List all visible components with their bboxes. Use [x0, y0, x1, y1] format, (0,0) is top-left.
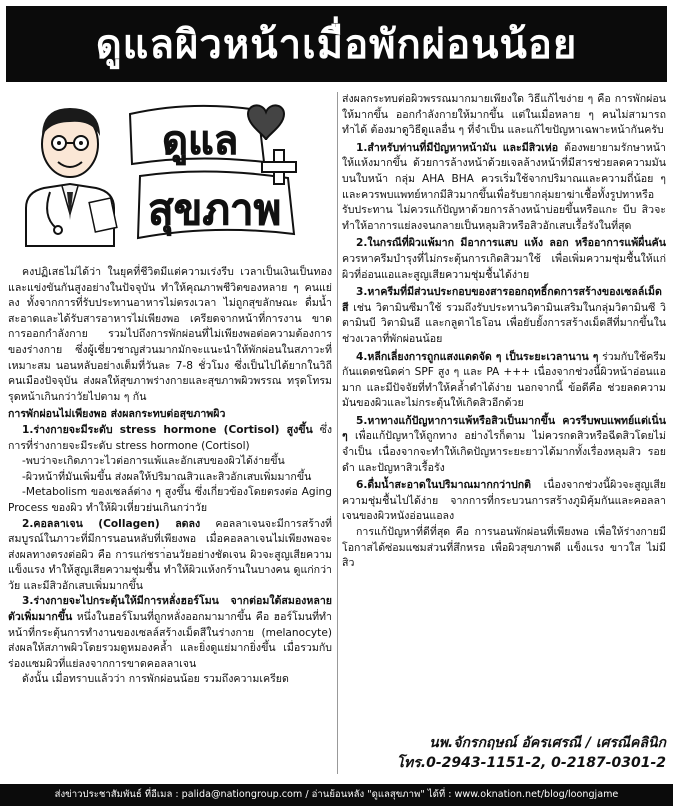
logo-lettering: [130, 105, 296, 238]
tip-4: [342, 350, 666, 412]
point-2-body: คอลลาเจนจะมีการสร้างที่สมบูรณ์ในภาวะที่มีการนอนหลับที่เพียงพอ เมื่อคอลลาเจนไม่เพียงพอจะส่งผลทางตรงต่อผิว คือ การแก่ชรา่อนวัยอย่างชัดเจน ผิวจะสูญเสียความแข็งแรง ทำให้สูญเสียความชุ่มชื้น ทำให้ผิวแห้งกร้านในบางคน ดูแก่กว่าวัย และมีสิวอักเสบเพิ่มมากขึ้น: [8, 517, 333, 592]
point-1-body: ซึ่งการที่ร่างกายจะมีระดับ stress hormone (Cortisol): [8, 423, 332, 452]
closing-paragraph: การแก้ปัญหาที่ดีที่สุด คือ การนอนพักผ่อนที่เพียงพอ เพื่อให้ร่างกายมีโอกาสได้ซ่อมแซมส่วนที่สึกหรอ เพื่อผิวสุขภาพดี แข็งแรง ขาวใส ไม่มีสิว: [342, 526, 666, 570]
section-heading: การพักผ่อนไม่เพียงพอ ส่งผลกระทบต่อสุขภาพผิว: [8, 408, 226, 421]
tip-6-body: เนื่องจากช่วงนี้ผิวจะสูญเสียความชุ่มชื้นไปได้ง่าย จากการที่กระบวนการสร้างภูมิคุ้มกันและคอลลาเจนของผิวหนังอ่อนแอลง: [342, 479, 666, 523]
point-3-body: หนึ่งในฮอร์โมนที่ถูกหลั่งออกมามากขึ้น คือ ฮอร์โมนที่ทำหน้าที่กระตุ้นการทำงานของเซลล์สร้างเม็ดสีในร่างกาย (melanocyte) ส่งผลให้สภาพผิวโดยรวมดูหมองคล้ำ และยิ่งดูแย่มากยิ่งขึ้น เมื่อรวมกับร่องแซมผิวที่แย่ลงจากการขาดคอลลาเจน: [8, 611, 332, 670]
author-signature: [366, 733, 666, 773]
page-title: ดูแลผิวหน้าเมื่อพักผ่อนน้อย: [95, 22, 578, 68]
point-3-head: 3.ร่างกายจะไปกระตุ้นให้มีการหลั่งฮอร์โมน จากต่อมใต้สมองหลายตัวเพิ่มมากขึ้น: [8, 595, 332, 624]
tip-2: [342, 236, 666, 283]
tip-5-head: 5.หาทางแก้ปัญหาการแพ้หรือสิวเป็นมากขึ้น ควรรีบพบแพทย์แต่เนิ่น ๆ: [342, 414, 666, 443]
point-1: [8, 423, 332, 454]
tip-3-body: เช่น วิตามินซีมาใช้ รวมถึงรับประทานวิตามินเสริมในกลุ่มวิตามินซี วิตามินบี วิตามินอี และกลูตาไธโอน เพื่อยับยั้งการสร้างเม็ดสีที่มากขึ้นในช่วงเวลาที่พักผ่อนน้อย: [342, 301, 666, 345]
tip-6-head: 6.ดื่มน้ำสะอาดในปริมาณมากกว่าปกติ: [356, 479, 532, 492]
tip-1: [342, 141, 666, 235]
tip-1-head: 1.สำหรับท่านที่มีปัญหาหน้ามัน และมีสิวเห่อ: [356, 141, 559, 154]
tip-4-body: ร่วมกับใช้ครีมกันแดดชนิดค่า SPF สูง ๆ และ PA +++ เนื่องจากช่วงนี้ผิวหน้าอ่อนแอมาก และมีปัจจัยที่ทำให้คล้ำดำได้ง่าย นอกจากนี้ ข้อดีคือ ช่วยลดความมันของผิวและไม่กระตุ้นให้เกิดสิวอีกด้วย: [342, 350, 666, 410]
point-2-head: 2.คอลลาเจน (Collagen) ลดลง: [22, 517, 201, 530]
point-1-bullet-2: -ผิวหน้าที่มันเพิ่มขึ้น ส่งผลให้ปริมาณสิวและสิวอักเสบเพิ่มมากขึ้น: [22, 470, 312, 483]
footer-bar: ส่งข่าวประชาสัมพันธ์ ที่อีเมล : palida@nationgroup.com / อ่านย้อนหลัง "ดูแลสุขภาพ" ได้ที่ : www.oknation.net/blog/loongjame: [0, 784, 673, 806]
point-1-bullet-3: -Metabolism ของเซลล์ต่าง ๆ สูงขึ้น ซึ่งเกี่ยวข้องโดยตรงต่อ Aging Process ของผิว ทำให้ผิวเหี่ยวย่นเกินกว่าวัย: [8, 486, 332, 514]
title-banner: [6, 6, 667, 82]
point-3: [8, 594, 332, 672]
tip-3: [342, 285, 666, 347]
point-1-bullet-1: -พบว่าจะเกิดภาวะไวต่อการแพ้และอักเสบของผิวได้ง่ายขึ้น: [22, 455, 285, 468]
point-2: [8, 517, 332, 595]
intro-paragraph: คงปฏิเสธไม่ได้ว่า ในยุคที่ชีวิตมีแต่ความเร่งรีบ เวลาเป็นเงินเป็นทอง และแข่งขันกันสูงอย่างในปัจจุบัน ทำให้คุณภาพชีวิตของหลาย ๆ คนแย่ลง ทั้งจากการที่รับประทานอาหารไม่ตรงเวลา ไม่ถูกสุขลักษณะ ดื่มน้ำสะอาดและได้รับสารอาหารไม่เพียงพอ เครียดจากหน้าที่การงาน ขาดการออกกำลังกาย รวมไปถึงการพักผ่อนที่ไม่เพียงพอต่อความต้องการของร่างกาย ซึ่งผู้เชี่ยวชาญส่วนมากมักจะแนะนำให้พักผ่อนในสภาวะที่เหมาะสม นอนหลับอย่างเต็มที่วันละ 7-8 ชั่วโมง ซึ่งเป็นไปได้ยากในวิถีคนเมืองปัจจุบัน ส่งผลให้สุขภาพร่างกายและสุขภาพผิวพรรณ ทรุดโทรมรุดหน้าเกินกว่าวัยไปตาม ๆ กัน: [8, 266, 332, 403]
column-divider: [337, 92, 338, 774]
point-1-head: 1.ร่างกายจะมีระดับ stress hormone (Cortisol) สูงขึ้น: [22, 423, 313, 436]
tip-4-head: 4.หลีกเลี่ยงการถูกแสงแดดจัด ๆ เป็นระยะเวลานาน ๆ: [356, 350, 599, 363]
continued-paragraph: ส่งผลกระทบต่อผิวพรรณมากมายเพียงใด วิธีแก้ไขง่าย ๆ คือ การพักผ่อนให้มากขึ้น ออกกำลังกายให้มากขึ้น แต่ในเมื่อหลาย ๆ คนไม่สามารถทำได้ ต้องมาดูวิธีดูแลอื่น ๆ ที่จำเป็น และแก้ไขปัญหาเฉพาะหน้ากันครับ: [342, 93, 666, 137]
tip-5-body: เพื่อแก้ปัญหาให้ถูกทาง อย่างไรก็ตาม ไม่ควรกดสิวหรือฉีดสิวโดยไม่จำเป็น เนื่องจากจะทำให้เกิดปัญหาระยะยาวได้มากทั้งเรื่องหลุมสิว รอยดำ และปัญหาสิวเรื้อรัง: [342, 430, 666, 474]
logo-line1: ดูแล: [162, 118, 239, 164]
column-logo: [12, 96, 310, 248]
tip-5: [342, 414, 666, 476]
tip-2-head: 2.ในกรณีที่ผิวแพ้มาก มีอาการแสบ แห้ง ลอก หรืออาการแพ้ผื่นคัน: [356, 237, 666, 250]
tip-6: [342, 478, 666, 525]
doctor-cartoon-icon: [26, 108, 117, 246]
tip-3-head: 3.หาครีมที่มีส่วนประกอบของสารออกฤทธิ์กดการสร้างของเซลล์เม็ดสี: [342, 286, 662, 314]
clinic-phone: โทร.0-2943-1151-2, 0-2187-0301-2: [396, 755, 666, 771]
left-column: [8, 265, 332, 688]
tip-1-body: ต้องพยายามรักษาหน้าให้แห้งมากขึ้น ด้วยการล้างหน้าด้วยเจลล้างหน้าที่มีสารช่วยลดความมันบนใบหน้า กลุ่ม AHA BHA ควรเริ่มใช้จากปริมาณและความถี่น้อย ๆ และควรพบแพทย์หากมีสิวมากขึ้นเพื่อรับยากลุ่มยาฆ่าเชื้อทั้งรูปทาหรือรับประทาน ไม่ควรแก้ปัญหาด้วยการล้างหน้าบ่อยขึ้นหรือแกะ บีบ สิวจะทำให้อาการแย่ลงจนกลายเป็นหลุมสิวหรือสิวอักเสบเรื้อรังในที่สุด: [342, 141, 666, 232]
logo-line2: สุขภาพ: [148, 185, 282, 234]
author-name: นพ.จักรกฤษณ์ อัครเศรณี / เศรณีคลินิก: [429, 735, 666, 751]
point-3-continued: ดังนั้น เมื่อทราบแล้วว่า การพักผ่อนน้อย รวมถึงความเครียด: [22, 673, 289, 686]
right-column: [342, 92, 666, 572]
tip-2-body: ควรหาครีมบำรุงที่ไม่กระตุ้นการเกิดสิวมาใช้ เพื่อเพิ่มความชุ่มชื้นให้แก่ผิวที่อ่อนแอและสูญเสียความชุ่มชื้นได้ง่าย: [342, 252, 666, 281]
